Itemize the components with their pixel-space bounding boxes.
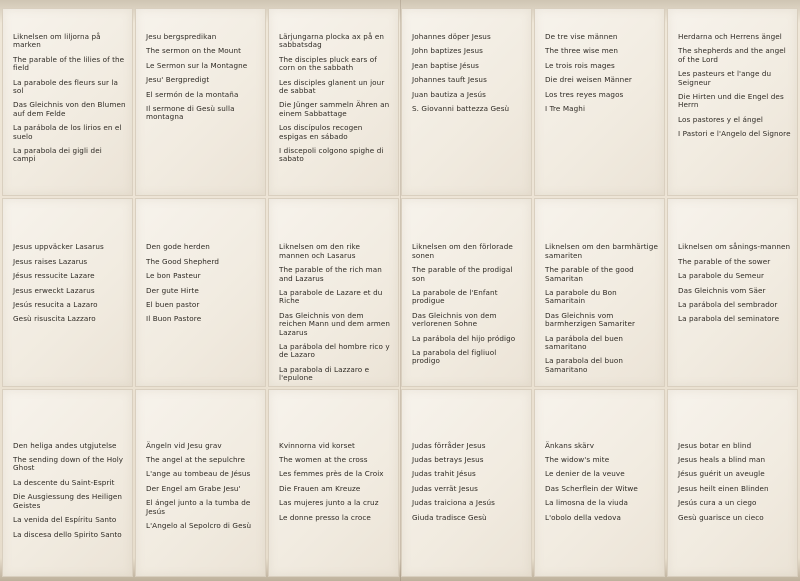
caption-line: The Good Shepherd (146, 256, 220, 266)
caption-line: Le Sermon sur la Montagne (146, 60, 248, 70)
caption-line: Le donne presso la croce (279, 512, 371, 522)
caption-lines (146, 243, 259, 323)
caption-line: The three wise men (545, 46, 619, 56)
caption-lines (412, 33, 525, 113)
caption-line: Jesu bergspredikan (146, 32, 217, 41)
caption-line: Jesus heals a blind man (678, 455, 766, 465)
caption-line: Gesù risuscita Lazzaro (13, 314, 96, 324)
caption-card (667, 8, 798, 196)
caption-line: L'Angelo al Sepolcro di Gesù (146, 521, 252, 531)
caption-line: Johannes döper Jesus (412, 32, 491, 41)
caption-line: La parábola del hijo pródigo (412, 333, 516, 343)
caption-line: The widow's mite (545, 455, 610, 465)
caption-line: Kvinnorna vid korset (279, 440, 355, 450)
caption-line: Der Engel am Grabe Jesu' (146, 483, 241, 493)
caption-line: El ángel junto a la tumba de Jesús (146, 498, 251, 516)
caption-lines (545, 442, 658, 522)
caption-line: La parabola dei gigli dei campi (13, 146, 102, 164)
caption-line: Il Buon Pastore (146, 314, 202, 324)
caption-line: I Pastori e l'Angelo del Signore (678, 129, 791, 139)
center-fold (400, 0, 401, 581)
caption-card (268, 198, 399, 386)
caption-line: S. Giovanni battezza Gesù (412, 104, 510, 114)
caption-line: La descente du Saint-Esprit (13, 477, 115, 487)
caption-line: Las mujeres junto a la cruz (279, 498, 379, 508)
caption-line: Liknelsen om den förlorade sonen (412, 242, 513, 260)
caption-line: Jesús resucita a Lazaro (13, 299, 98, 309)
caption-line: Los discípulos recogen espigas en sábado (279, 123, 363, 141)
caption-card (401, 8, 532, 196)
caption-line: Jesus erweckt Lazarus (13, 285, 95, 295)
caption-line: La parábola del sembrador (678, 299, 778, 309)
caption-line: Jésus ressucite Lazare (13, 271, 95, 281)
caption-line: Das Gleichnis von dem verlorenen Sohne (412, 310, 497, 329)
caption-line: Die Frauen am Kreuze (279, 483, 361, 493)
caption-lines (279, 442, 392, 522)
caption-line: La parábola del hombre rico y de Lazaro (279, 341, 390, 360)
caption-line: Den gode herden (146, 242, 210, 252)
caption-line: Jean baptise Jésus (412, 60, 479, 70)
caption-line: La limosna de la viuda (545, 498, 629, 508)
caption-line: Jesu' Bergpredigt (146, 75, 210, 85)
caption-line: The shepherds and the angel of the Lord (678, 46, 786, 64)
caption-line: The angel at the sepulchre (146, 455, 246, 465)
caption-line: Judas förråder Jesus (412, 440, 486, 450)
caption-line: La parabole du Bon Samaritain (545, 287, 617, 306)
caption-line: The sermon on the Mount (146, 46, 242, 56)
caption-line: I Tre Maghi (545, 104, 586, 114)
caption-line: Judas verrät Jesus (412, 483, 479, 493)
caption-line: Les disciples glanent un jour de sabbat (279, 77, 385, 96)
caption-line: The parable of the prodigal son (412, 265, 513, 283)
caption-line: The parable of the good Samaritan (545, 265, 634, 283)
caption-card (401, 198, 532, 386)
caption-line: Herdarna och Herrens ängel (678, 32, 782, 41)
caption-line: Judas traiciona a Jesús (412, 498, 496, 508)
caption-line: Jesus raises Lazarus (13, 256, 88, 266)
caption-line: The parable of the sower (678, 256, 771, 266)
caption-lines (678, 33, 791, 139)
caption-line: Liknelsen om den rike mannen och Lasarus (279, 242, 361, 260)
caption-line: Liknelsen om den barmhärtige samariten (545, 242, 658, 260)
caption-line: I discepoli colgono spighe di sabato (279, 146, 384, 164)
caption-line: Das Gleichnis von dem reichen Mann und dem armen Lazarus (279, 310, 391, 337)
caption-line: La parabola del figliuol prodigo (412, 347, 497, 366)
caption-line: Johannes tauft Jesus (412, 75, 487, 85)
caption-card (2, 8, 133, 196)
caption-card (135, 198, 266, 386)
caption-line: Jesus uppväcker Lasarus (13, 242, 104, 252)
caption-line: La parabola del buon Samaritano (545, 356, 624, 374)
caption-card (667, 389, 798, 577)
caption-line: Jésus guérit un aveugle (678, 469, 765, 479)
caption-lines (678, 243, 791, 323)
caption-line: Judas betrays Jesus (412, 455, 484, 465)
caption-line: Das Gleichnis von den Blumen auf dem Felde (13, 100, 126, 118)
caption-line: Änkans skärv (545, 440, 595, 450)
caption-lines (13, 243, 126, 323)
caption-line: La discesa dello Spirito Santo (13, 529, 122, 539)
caption-line: Der gute Hirte (146, 285, 199, 295)
caption-line: La parabole du Semeur (678, 271, 765, 281)
caption-line: Das Scherflein der Witwe (545, 483, 638, 493)
caption-lines (279, 33, 392, 164)
caption-line: Le trois rois mages (545, 60, 615, 70)
caption-line: The parable of the rich man and Lazarus (279, 265, 382, 283)
caption-card (135, 389, 266, 577)
caption-line: La parábola de los lirios en el suelo (13, 123, 122, 141)
caption-line: Judas trahit Jésus (412, 469, 476, 479)
caption-lines (545, 243, 658, 374)
caption-line: Los pastores y el ángel (678, 114, 763, 124)
caption-lines (678, 442, 791, 522)
caption-line: El buen pastor (146, 299, 200, 309)
caption-line: Lärjungarna plocka ax på en sabbatsdag (279, 32, 385, 50)
caption-line: Die Hirten und die Engel des Herrn (678, 92, 784, 110)
caption-lines (412, 442, 525, 522)
caption-lines (146, 442, 259, 531)
caption-card (534, 8, 665, 196)
caption-line: Die Jünger sammeln Ähren an einem Sabbattage (279, 100, 390, 118)
caption-line: Gesù guarisce un cieco (678, 512, 764, 522)
caption-line: Le bon Pasteur (146, 271, 201, 281)
caption-line: Jesus botar en blind (678, 440, 752, 450)
caption-card (401, 389, 532, 577)
caption-line: The disciples pluck ears of corn on the sabbath (279, 54, 377, 73)
caption-line: Die Ausgiessung des Heiligen Geistes (13, 492, 123, 510)
caption-line: Les femmes près de la Croix (279, 469, 384, 479)
caption-line: John baptizes Jesus (412, 46, 483, 56)
caption-line: Giuda tradisce Gesù (412, 512, 487, 522)
caption-line: El sermón de la montaña (146, 89, 239, 99)
caption-line: La parabole de l'Enfant prodigue (412, 287, 498, 306)
caption-lines (279, 243, 392, 382)
caption-card (268, 389, 399, 577)
caption-line: Il sermone di Gesù sulla montagna (146, 104, 235, 122)
caption-line: The parable of the lilies of the field (13, 54, 125, 73)
caption-line: Los tres reyes magos (545, 89, 624, 99)
caption-lines (13, 442, 126, 539)
caption-lines (412, 243, 525, 365)
caption-line: Le denier de la veuve (545, 469, 625, 479)
caption-line: La parabole des fleurs sur la sol (13, 77, 119, 96)
caption-line: La parabola del seminatore (678, 314, 780, 324)
caption-card (268, 8, 399, 196)
caption-lines (146, 33, 259, 122)
caption-line: Die drei weisen Männer (545, 75, 632, 85)
caption-card (667, 198, 798, 386)
caption-line: La venida del Espíritu Santo (13, 515, 117, 525)
caption-line: Jesús cura a un ciego (678, 498, 757, 508)
caption-card (534, 198, 665, 386)
caption-line: La parabole de Lazare et du Riche (279, 287, 383, 306)
caption-card (2, 198, 133, 386)
caption-line: Juan bautiza a Jesús (412, 89, 486, 99)
caption-line: Den heliga andes utgjutelse (13, 440, 117, 450)
caption-line: L'ange au tombeau de Jésus (146, 469, 251, 479)
caption-card (534, 389, 665, 577)
caption-line: La parábola del buen samaritano (545, 333, 624, 351)
caption-line: Das Gleichnis vom Säer (678, 285, 766, 295)
caption-line: Jesus heilt einen Blinden (678, 483, 769, 493)
caption-line: The women at the cross (279, 455, 368, 465)
caption-line: Liknelsen om sånings-mannen (678, 242, 791, 252)
caption-line: Les pasteurs et l'ange du Seigneur (678, 69, 772, 87)
caption-lines (545, 33, 658, 113)
caption-line: La parabola di Lazzaro e l'epulone (279, 364, 370, 383)
caption-line: L'obolo della vedova (545, 512, 621, 522)
caption-line: Liknelsen om liljorna på marken (13, 32, 101, 50)
caption-line: The sending down of the Holy Ghost (13, 455, 124, 473)
caption-line: De tre vise männen (545, 32, 618, 41)
caption-line: Das Gleichnis vom barmherzigen Samariter (545, 310, 636, 329)
caption-card (2, 389, 133, 577)
caption-card (135, 8, 266, 196)
caption-lines (13, 33, 126, 164)
caption-line: Ängeln vid Jesu grav (146, 440, 222, 450)
